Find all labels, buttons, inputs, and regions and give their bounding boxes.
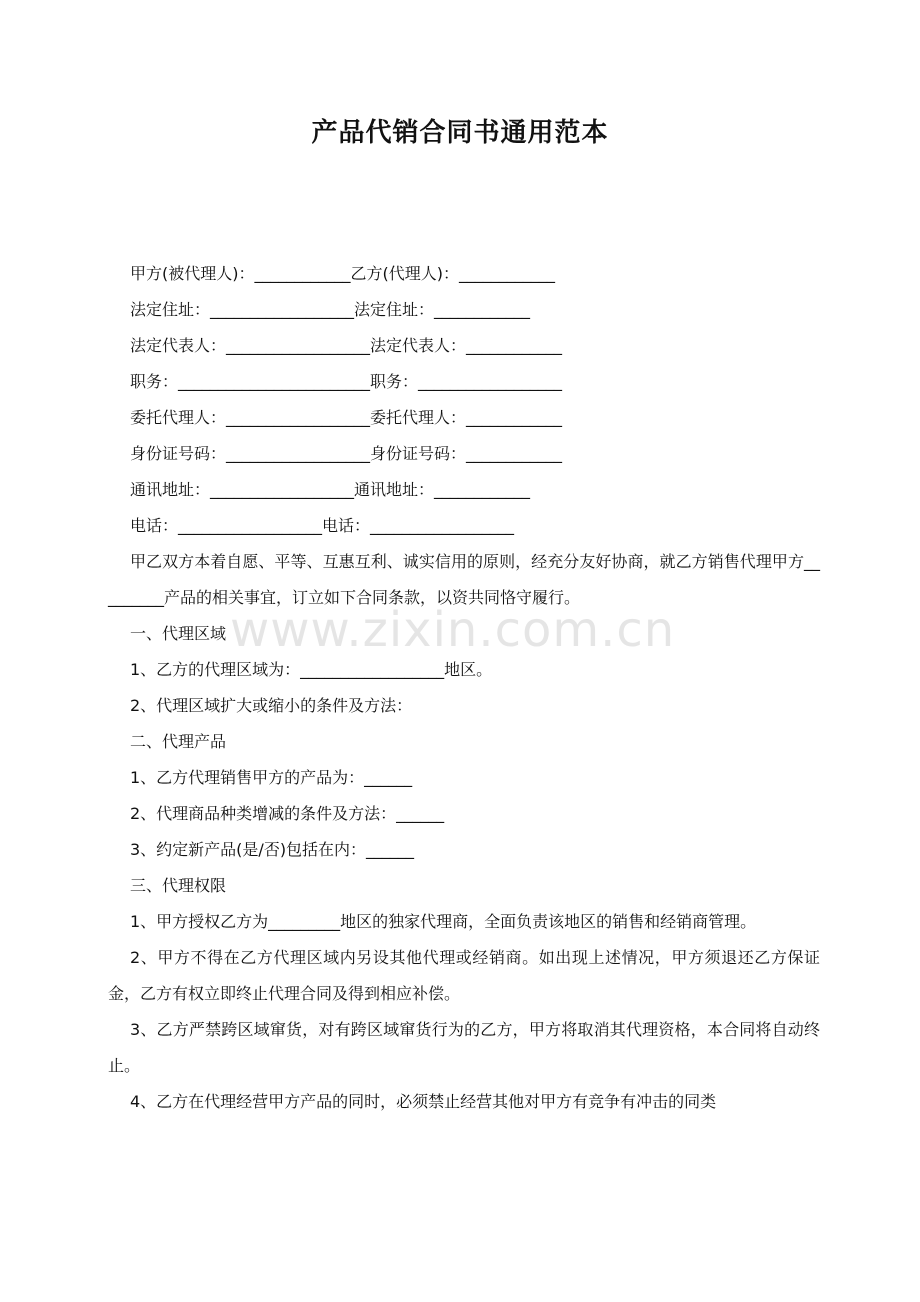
section3-item-2: 2、甲方不得在乙方代理区域内另设其他代理或经销商。如出现上述情况，甲方须退还乙方保证金，乙方有权立即终止代理合同及得到相应补偿。 <box>108 948 820 1003</box>
section-heading-authority: 三、代理权限 <box>130 876 227 895</box>
party-line-legal-address: 法定住址：__________________法定住址：____________ <box>130 300 531 319</box>
party-line-legal-representative: 法定代表人：__________________法定代表人：____________ <box>130 336 563 355</box>
party-line-position: 职务：________________________职务：__________________ <box>130 372 563 391</box>
section2-item-2: 2、代理商品种类增减的条件及方法：______ <box>130 804 445 823</box>
section3-item-1: 1、甲方授权乙方为_________地区的独家代理商，全面负责该地区的销售和经销商管理。 <box>130 912 757 931</box>
section3-item-3: 3、乙方严禁跨区域窜货，对有跨区域窜货行为的乙方，甲方将取消其代理资格，本合同将自动终止。 <box>108 1020 820 1075</box>
section2-item-1: 1、乙方代理销售甲方的产品为：______ <box>130 768 413 787</box>
watermark: www.zixin.com.cn <box>230 602 676 658</box>
intro-paragraph: 甲乙双方本着自愿、平等、互惠互利、诚实信用的原则，经充分友好协商，就乙方销售代理甲方_________产品的相关事宜，订立如下合同条款，以资共同恪守履行。 <box>108 552 820 607</box>
party-line-mailing-address: 通讯地址：__________________通讯地址：____________ <box>130 480 531 499</box>
section3-item-4: 4、乙方在代理经营甲方产品的同时，必须禁止经营其他对甲方有竞争有冲击的同类 <box>130 1092 717 1111</box>
party-line-phone: 电话：__________________电话：__________________ <box>130 516 515 535</box>
section-heading-area: 一、代理区域 <box>130 624 227 643</box>
party-line-id-number: 身份证号码：__________________身份证号码：____________ <box>130 444 563 463</box>
section2-item-3: 3、约定新产品(是/否)包括在内：______ <box>130 840 415 859</box>
document-title: 产品代销合同书通用范本 <box>311 118 609 148</box>
document-body <box>108 256 820 1120</box>
party-line-entrusted-agent: 委托代理人：__________________委托代理人：____________ <box>130 408 563 427</box>
party-line-principal-agent: 甲方(被代理人)：____________乙方(代理人)：____________ <box>130 264 555 283</box>
section1-item-1: 1、乙方的代理区域为：__________________地区。 <box>130 660 493 679</box>
section-heading-products: 二、代理产品 <box>130 732 227 751</box>
section1-item-2: 2、代理区域扩大或缩小的条件及方法： <box>130 696 413 715</box>
